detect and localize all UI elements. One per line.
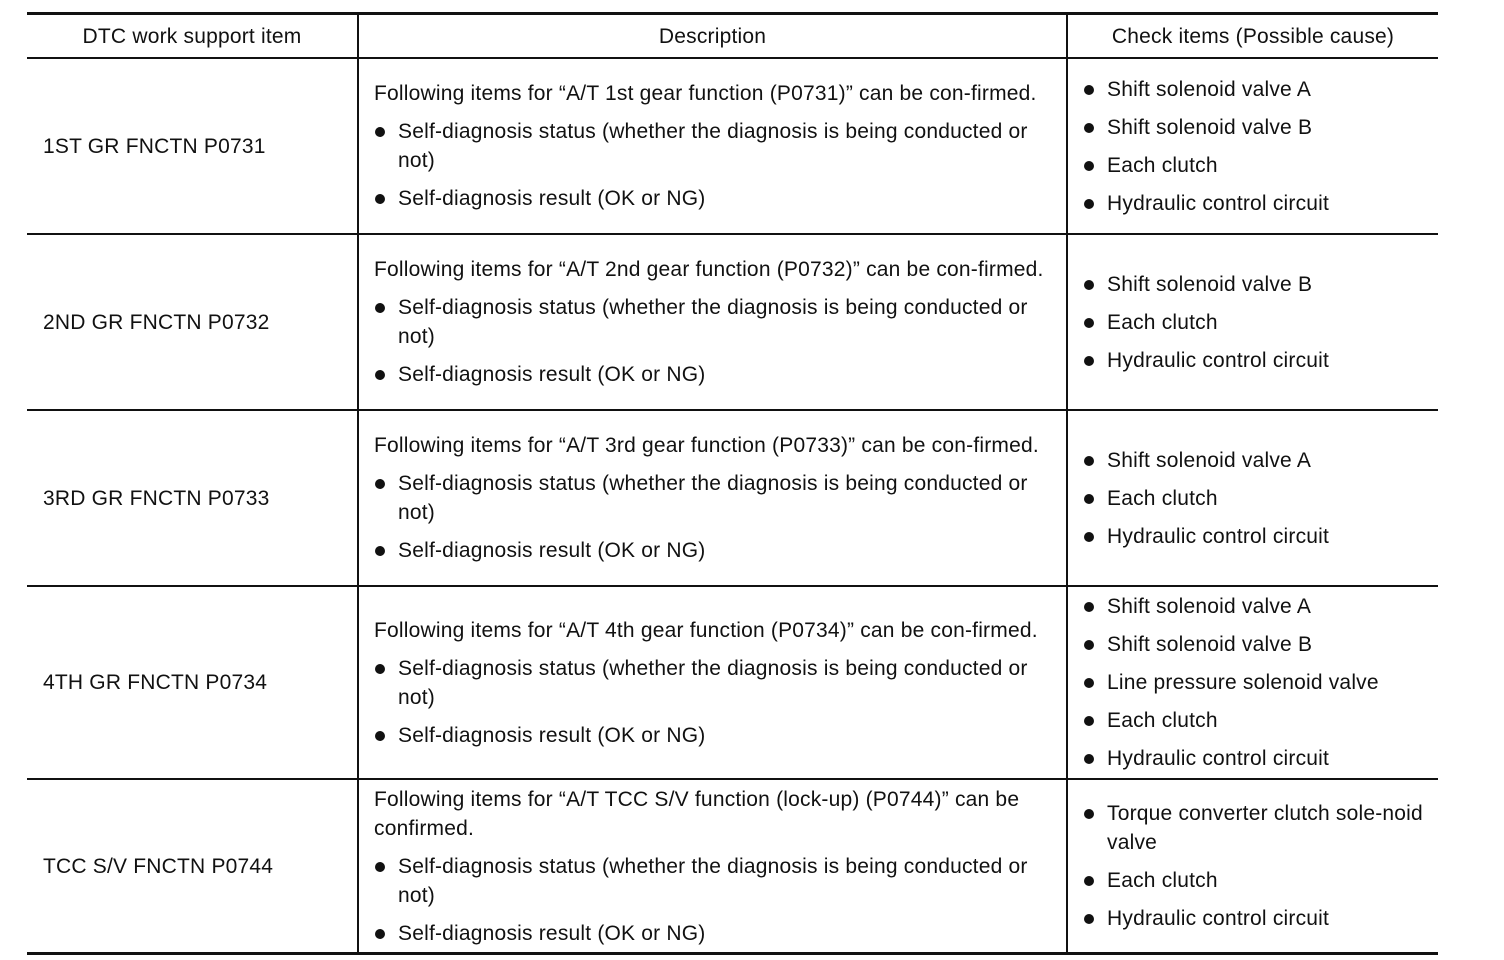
row-description-cell bbox=[358, 58, 1067, 234]
bullet-icon bbox=[375, 546, 385, 556]
bullet-icon bbox=[1084, 640, 1094, 650]
row-causes-cell bbox=[1067, 58, 1438, 234]
cause-text: Hydraulic control circuit bbox=[1107, 747, 1330, 770]
description-bullet bbox=[374, 117, 1058, 175]
cause-item bbox=[1083, 484, 1432, 513]
description-bullets bbox=[374, 654, 1058, 750]
dtc-work-support-table bbox=[27, 12, 1438, 955]
row-causes-cell bbox=[1067, 234, 1438, 410]
row-item-cell bbox=[27, 234, 358, 410]
bullet-icon bbox=[1084, 318, 1094, 328]
cause-text: Shift solenoid valve B bbox=[1107, 115, 1313, 139]
description-bullet bbox=[374, 919, 1058, 948]
cause-text: Shift solenoid valve A bbox=[1107, 595, 1312, 618]
bullet-icon bbox=[1084, 494, 1094, 504]
cause-list bbox=[1083, 270, 1432, 375]
description-bullet bbox=[374, 360, 1058, 389]
cause-item bbox=[1083, 75, 1432, 104]
cause-text: Each clutch bbox=[1107, 869, 1218, 892]
cause-list bbox=[1083, 446, 1432, 551]
cause-item bbox=[1083, 744, 1432, 773]
cause-item bbox=[1083, 346, 1432, 375]
cause-item bbox=[1083, 522, 1432, 551]
description-bullet bbox=[374, 184, 1058, 213]
table-row bbox=[27, 410, 1438, 586]
bullet-text: Self-diagnosis status (whether the diagnosis is being conducted or not) bbox=[398, 854, 1028, 907]
bullet-icon bbox=[375, 127, 385, 137]
cause-text: Each clutch bbox=[1107, 153, 1218, 177]
cause-text: Each clutch bbox=[1107, 486, 1218, 510]
row-item: 4TH GR FNCTN P0734 bbox=[43, 671, 268, 694]
row-item-cell bbox=[27, 586, 358, 779]
cause-list bbox=[1083, 592, 1432, 773]
bullet-icon bbox=[375, 370, 385, 380]
bullet-icon bbox=[375, 479, 385, 489]
cause-item bbox=[1083, 113, 1432, 142]
bullet-text: Self-diagnosis status (whether the diagnosis is being conducted or not) bbox=[398, 656, 1028, 709]
row-item-cell bbox=[27, 779, 358, 954]
row-item: 3RD GR FNCTN P0733 bbox=[43, 486, 270, 510]
table-row bbox=[27, 234, 1438, 410]
description-bullets bbox=[374, 117, 1058, 213]
bullet-icon bbox=[1084, 85, 1094, 95]
bullet-icon bbox=[1084, 914, 1094, 924]
bullet-icon bbox=[1084, 123, 1094, 133]
cause-item bbox=[1083, 446, 1432, 475]
bullet-text: Self-diagnosis result (OK or NG) bbox=[398, 539, 706, 562]
cause-text: Hydraulic control circuit bbox=[1107, 524, 1330, 548]
bullet-icon bbox=[375, 194, 385, 204]
cause-text: Torque converter clutch sole-noid valve bbox=[1107, 802, 1423, 854]
cause-item bbox=[1083, 866, 1432, 895]
table-row bbox=[27, 586, 1438, 779]
description-bullets bbox=[374, 852, 1058, 948]
cause-item bbox=[1083, 308, 1432, 337]
cause-item bbox=[1083, 151, 1432, 180]
row-item: 2ND GR FNCTN P0732 bbox=[43, 310, 270, 334]
cause-text: Each clutch bbox=[1107, 709, 1218, 732]
bullet-icon bbox=[1084, 280, 1094, 290]
bullet-icon bbox=[1084, 199, 1094, 209]
row-description-cell bbox=[358, 234, 1067, 410]
bullet-icon bbox=[1084, 456, 1094, 466]
bullet-text: Self-diagnosis result (OK or NG) bbox=[398, 187, 706, 210]
bullet-text: Self-diagnosis status (whether the diagnosis is being conducted or not) bbox=[398, 472, 1028, 524]
header-row bbox=[27, 14, 1438, 59]
description-bullet bbox=[374, 536, 1058, 565]
description-intro: Following items for “A/T 2nd gear function (P0732)” can be con-firmed. bbox=[374, 258, 1044, 281]
bullet-icon bbox=[1084, 809, 1094, 819]
description-intro: Following items for “A/T TCC S/V function (lock-up) (P0744)” can be confirmed. bbox=[374, 787, 1020, 840]
cause-item bbox=[1083, 904, 1432, 933]
bullet-icon bbox=[1084, 161, 1094, 171]
row-description-cell bbox=[358, 410, 1067, 586]
cause-item bbox=[1083, 706, 1432, 735]
description-bullet bbox=[374, 721, 1058, 750]
bullet-icon bbox=[375, 664, 385, 674]
row-causes-cell bbox=[1067, 586, 1438, 779]
cause-item bbox=[1083, 189, 1432, 218]
description-intro: Following items for “A/T 3rd gear function (P0733)” can be con-firmed. bbox=[374, 434, 1039, 457]
description-intro: Following items for “A/T 1st gear function (P0731)” can be con-firmed. bbox=[374, 82, 1037, 105]
cause-item bbox=[1083, 799, 1432, 857]
bullet-text: Self-diagnosis result (OK or NG) bbox=[398, 921, 706, 945]
bullet-icon bbox=[375, 929, 385, 939]
cause-text: Shift solenoid valve B bbox=[1107, 272, 1313, 296]
row-causes-cell bbox=[1067, 779, 1438, 954]
cause-item bbox=[1083, 630, 1432, 659]
row-item: 1ST GR FNCTN P0731 bbox=[43, 134, 266, 158]
bullet-icon bbox=[375, 862, 385, 872]
cause-text: Each clutch bbox=[1107, 310, 1218, 334]
description-intro: Following items for “A/T 4th gear function (P0734)” can be con-firmed. bbox=[374, 618, 1038, 642]
bullet-icon bbox=[375, 303, 385, 313]
cause-text: Line pressure solenoid valve bbox=[1107, 671, 1379, 694]
bullet-icon bbox=[1084, 716, 1094, 726]
row-item: TCC S/V FNCTN P0744 bbox=[43, 854, 274, 878]
header-item: DTC work support item bbox=[27, 14, 358, 59]
row-description-cell bbox=[358, 586, 1067, 779]
cause-text: Shift solenoid valve A bbox=[1107, 448, 1312, 472]
description-bullet bbox=[374, 293, 1058, 351]
cause-text: Shift solenoid valve B bbox=[1107, 633, 1313, 656]
bullet-text: Self-diagnosis result (OK or NG) bbox=[398, 363, 706, 386]
bullet-icon bbox=[1084, 356, 1094, 366]
cause-text: Hydraulic control circuit bbox=[1107, 348, 1330, 372]
description-bullet bbox=[374, 469, 1058, 527]
cause-list bbox=[1083, 799, 1432, 933]
header-description: Description bbox=[358, 14, 1067, 59]
cause-text: Hydraulic control circuit bbox=[1107, 191, 1330, 215]
description-bullet bbox=[374, 852, 1058, 910]
row-item-cell bbox=[27, 58, 358, 234]
bullet-text: Self-diagnosis result (OK or NG) bbox=[398, 723, 706, 747]
bullet-icon bbox=[1084, 754, 1094, 764]
table-body bbox=[27, 58, 1438, 954]
cause-list bbox=[1083, 75, 1432, 218]
bullet-text: Self-diagnosis status (whether the diagnosis is being conducted or not) bbox=[398, 120, 1028, 172]
bullet-icon bbox=[1084, 876, 1094, 886]
description-bullets bbox=[374, 293, 1058, 389]
table-row bbox=[27, 58, 1438, 234]
row-description-cell bbox=[358, 779, 1067, 954]
bullet-icon bbox=[1084, 532, 1094, 542]
table-row bbox=[27, 779, 1438, 954]
cause-text: Hydraulic control circuit bbox=[1107, 907, 1330, 930]
row-item-cell bbox=[27, 410, 358, 586]
cause-item bbox=[1083, 592, 1432, 621]
cause-item bbox=[1083, 270, 1432, 299]
bullet-text: Self-diagnosis status (whether the diagnosis is being conducted or not) bbox=[398, 296, 1028, 348]
bullet-icon bbox=[1084, 602, 1094, 612]
cause-text: Shift solenoid valve A bbox=[1107, 77, 1312, 101]
header-check-items: Check items (Possible cause) bbox=[1067, 14, 1438, 59]
table-header bbox=[27, 14, 1438, 59]
bullet-icon bbox=[375, 731, 385, 741]
description-bullet bbox=[374, 654, 1058, 712]
bullet-icon bbox=[1084, 678, 1094, 688]
cause-item bbox=[1083, 668, 1432, 697]
row-causes-cell bbox=[1067, 410, 1438, 586]
description-bullets bbox=[374, 469, 1058, 565]
